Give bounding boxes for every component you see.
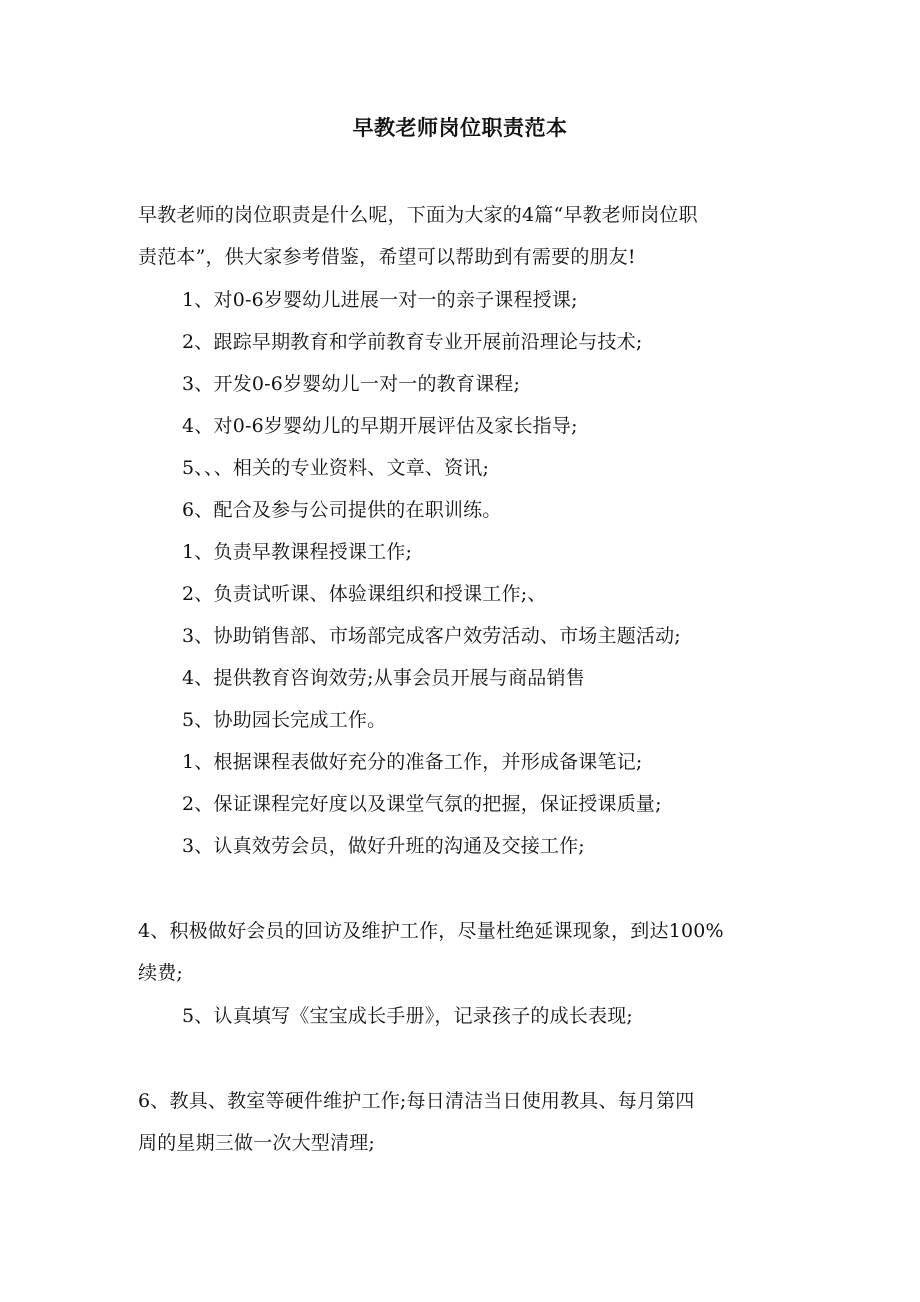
list-item: 3、协助销售部、市场部完成客户效劳活动、市场主题活动; — [182, 625, 681, 647]
intro-line-1: 早教老师的岗位职责是什么呢，下面为大家的4篇“早教老师岗位职 — [138, 204, 698, 226]
intro-line-2: 责范本”，供大家参考借鉴，希望可以帮助到有需要的朋友! — [138, 246, 636, 268]
list-item: 2、跟踪早期教育和学前教育专业开展前沿理论与技术; — [182, 331, 643, 353]
list-item: 5、、、相关的专业资料、文章、资讯; — [182, 457, 490, 479]
list-item: 1、根据课程表做好充分的准备工作，并形成备课笔记; — [182, 751, 643, 773]
list-item: 1、对0-6岁婴幼儿进展一对一的亲子课程授课; — [182, 289, 578, 311]
list-item: 1、负责早教课程授课工作; — [182, 541, 413, 563]
paragraph-4-line-2: 续费; — [138, 962, 184, 984]
list-item: 2、保证课程完好度以及课堂气氛的把握，保证授课质量; — [182, 793, 662, 815]
list-item: 6、配合及参与公司提供的在职训练。 — [182, 499, 502, 521]
list-item: 5、认真填写《宝宝成长手册》，记录孩子的成长表现; — [182, 1005, 633, 1027]
list-item: 5、协助园长完成工作。 — [182, 709, 387, 731]
paragraph-4-line-1: 4、积极做好会员的回访及维护工作，尽量杜绝延课现象，到达100% — [138, 920, 724, 942]
list-item: 3、认真效劳会员，做好升班的沟通及交接工作; — [182, 835, 585, 857]
list-item: 4、提供教育咨询效劳;从事会员开展与商品销售 — [182, 667, 585, 689]
document-title: 早教老师岗位职责范本 — [352, 115, 568, 140]
list-item: 3、开发0-6岁婴幼儿一对一的教育课程; — [182, 373, 521, 395]
list-item: 4、对0-6岁婴幼儿的早期开展评估及家长指导; — [182, 415, 578, 437]
paragraph-6-line-1: 6、教具、教室等硬件维护工作;每日清洁当日使用教具、每月第四 — [138, 1090, 695, 1112]
list-item: 2、负责试听课、体验课组织和授课工作;、 — [182, 583, 547, 605]
paragraph-6-line-2: 周的星期三做一次大型清理; — [138, 1132, 376, 1154]
